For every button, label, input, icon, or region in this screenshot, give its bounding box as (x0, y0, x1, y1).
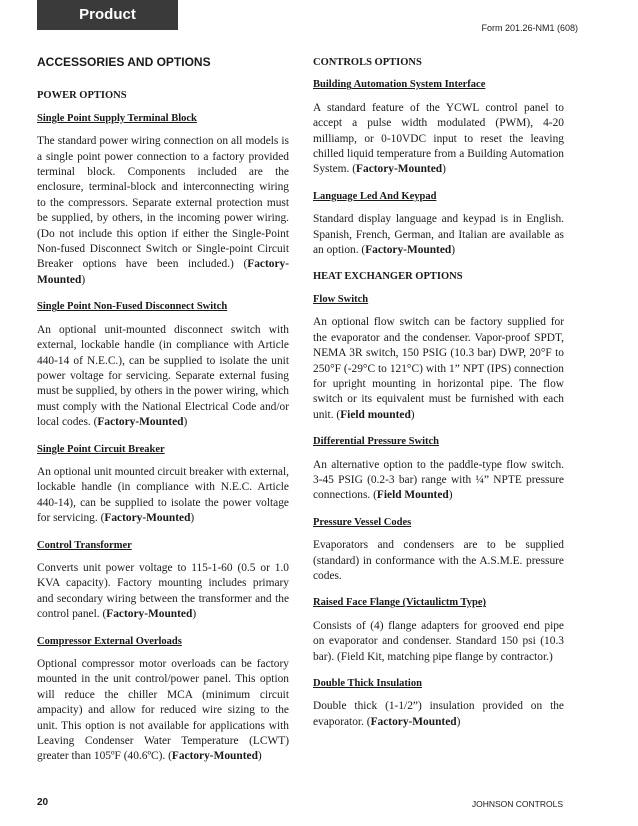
mounting-tag: Factory-Mounted (370, 715, 457, 728)
option-text: An optional unit-mounted disconnect switch with external, lockable handle (in compliance with Article 440-14 of N.E.C.), can be supplied to isolate the unit power voltage for servicing. Separate external fusing must be supplied, by others in the power wiring, which must comply with the National Electrical Code and/or local codes. ( (37, 323, 289, 429)
option-heading: Language Led And Keypad (313, 190, 437, 202)
controls-items (313, 77, 564, 258)
option-heading: Compressor External Overloads (37, 635, 182, 647)
option-heading: Double Thick Insulation (313, 678, 422, 689)
closing-paren: ) (451, 244, 456, 257)
closing-paren: ) (448, 489, 453, 502)
option-description (313, 538, 564, 584)
left-items (37, 111, 289, 765)
mounting-tag: Field mounted (340, 408, 411, 421)
option-text: Standard display language and keypad is in English. Spanish, French, German, and Italian are available as an option. ( (313, 213, 564, 257)
option-heading: Pressure Vessel Codes (313, 516, 412, 528)
option-text: Double thick (1-1/2”) insulation provided on the evaporator. ( (313, 700, 564, 728)
option-heading: Raised Face Flange (Victaulictm Type) (313, 597, 487, 609)
option-description (313, 315, 564, 423)
option-text: Consists of (4) flange adapters for grooved end pipe on evaporator and condenser. Standard 150 psi (10.3 bar). (Field Kit, matching pipe flange by contractor.) (313, 619, 564, 663)
option-text: An optional unit mounted circuit breaker with external, lockable handle (in compliance with N.E.C. Article 440-14), can be supplied to isolate the power voltage for servicing. ( (37, 465, 289, 525)
option-heading: Control Transformer (37, 539, 132, 551)
mounting-tag: Field Mounted (376, 489, 449, 502)
option-text: An alternative option to the paddle-type flow switch. 3-45 PSIG (0.2-3 bar) range with ¼” NPTE pressure connections. ( (313, 458, 564, 502)
option-text: A standard feature of the YCWL control panel to accept a pulse width modulated (PWM), 4-20 milliamp, or 0-10VDC input to reset the leaving chilled liquid temperature from a Building Automation System. ( (313, 101, 564, 176)
option-description (37, 323, 289, 431)
option-heading: Single Point Supply Terminal Block (37, 112, 197, 124)
option-description (37, 561, 289, 623)
page-title: ACCESSORIES AND OPTIONS (37, 55, 211, 69)
form-number: Form 201.26-NM1 (608) (481, 23, 578, 33)
option-text: Converts unit power voltage to 115-1-60 (0.5 or 1.0 KVA capacity). Factory mounting includes primary and secondary wiring between the transformer and the control panel. ( (37, 561, 289, 621)
option-description (313, 699, 564, 730)
option-description (37, 134, 289, 288)
option-description (313, 101, 564, 178)
mounting-tag: Factory-Mounted (356, 163, 443, 176)
option-heading: Differential Pressure Switch (313, 436, 439, 448)
option-description (37, 465, 289, 527)
closing-paren: ) (192, 608, 197, 621)
closing-paren: ) (410, 408, 415, 421)
section-tab: Product Description (37, 0, 178, 30)
option-description (37, 657, 289, 765)
option-heading: Flow Switch (313, 293, 369, 305)
section-heading: POWER OPTIONS (37, 90, 127, 102)
left-column (37, 55, 289, 776)
closing-paren: ) (442, 163, 446, 176)
option-heading: Single Point Circuit Breaker (37, 443, 165, 455)
mounting-tag: Factory-Mounted (104, 512, 191, 525)
mounting-tag: Factory-Mounted (171, 750, 258, 763)
option-description (313, 619, 564, 665)
closing-paren: ) (81, 273, 86, 286)
mounting-tag: Factory-Mounted (106, 608, 193, 621)
mounting-tag: Factory-Mounted (365, 244, 452, 257)
closing-paren: ) (257, 750, 262, 763)
option-text: The standard power wiring connection on all models is a single point power connection to a factory provided terminal block. Components included are the enclosure, terminal-block and interconnecting wiring to the compressors. Separate external protection must be supplied, by others, in the incoming power wiring. (Do not include this option if either the Single-Point Non-fused Disconnect Switch or Single-point Circuit Breaker options have been included.) ( (37, 135, 289, 271)
closing-paren: ) (456, 715, 461, 728)
heat-items (313, 292, 564, 730)
option-heading: Building Automation System Interface (313, 79, 486, 91)
option-description (313, 458, 564, 504)
right-column (313, 55, 564, 741)
mounting-tag: Factory-Mounted (97, 416, 184, 429)
option-text: Evaporators and condensers are to be supplied (standard) in conformance with the A.S.M.E. pressure codes. (313, 539, 564, 582)
option-heading: Single Point Non-Fused Disconnect Switch (37, 301, 228, 313)
closing-paren: ) (183, 416, 188, 429)
mounting-tag: Factory-Mounted (37, 258, 289, 286)
option-text: Optional compressor motor overloads can be factory mounted in the unit control/power panel. This option will reduce the chiller MCA (minimum circuit ampacity) and allow for reduced wire sizing to the unit. This option is not available for applications with Leaving Condenser Water Temperature (LCWT) greater than 105ºF (40.6ºC). ( (37, 658, 289, 763)
closing-paren: ) (190, 512, 195, 525)
option-description (313, 212, 564, 258)
section-heading: HEAT EXCHANGER OPTIONS (313, 271, 463, 283)
company-name: JOHNSON CONTROLS (471, 799, 563, 809)
section-heading: CONTROLS OPTIONS (313, 57, 422, 68)
option-text: An optional flow switch can be factory supplied for the evaporator and the condenser. Vapor-proof SPDT, NEMA 3R switch, 150 PSIG (10.3 bar) DWP, 20°F to 250°F (-29°C to 121°C) with 1” NPT (IPS) connection for upright mounting in horizontal pipe. The flow switch or its equivalent must be furnished with each unit. ( (313, 316, 564, 421)
page-number: 20 (37, 797, 49, 808)
